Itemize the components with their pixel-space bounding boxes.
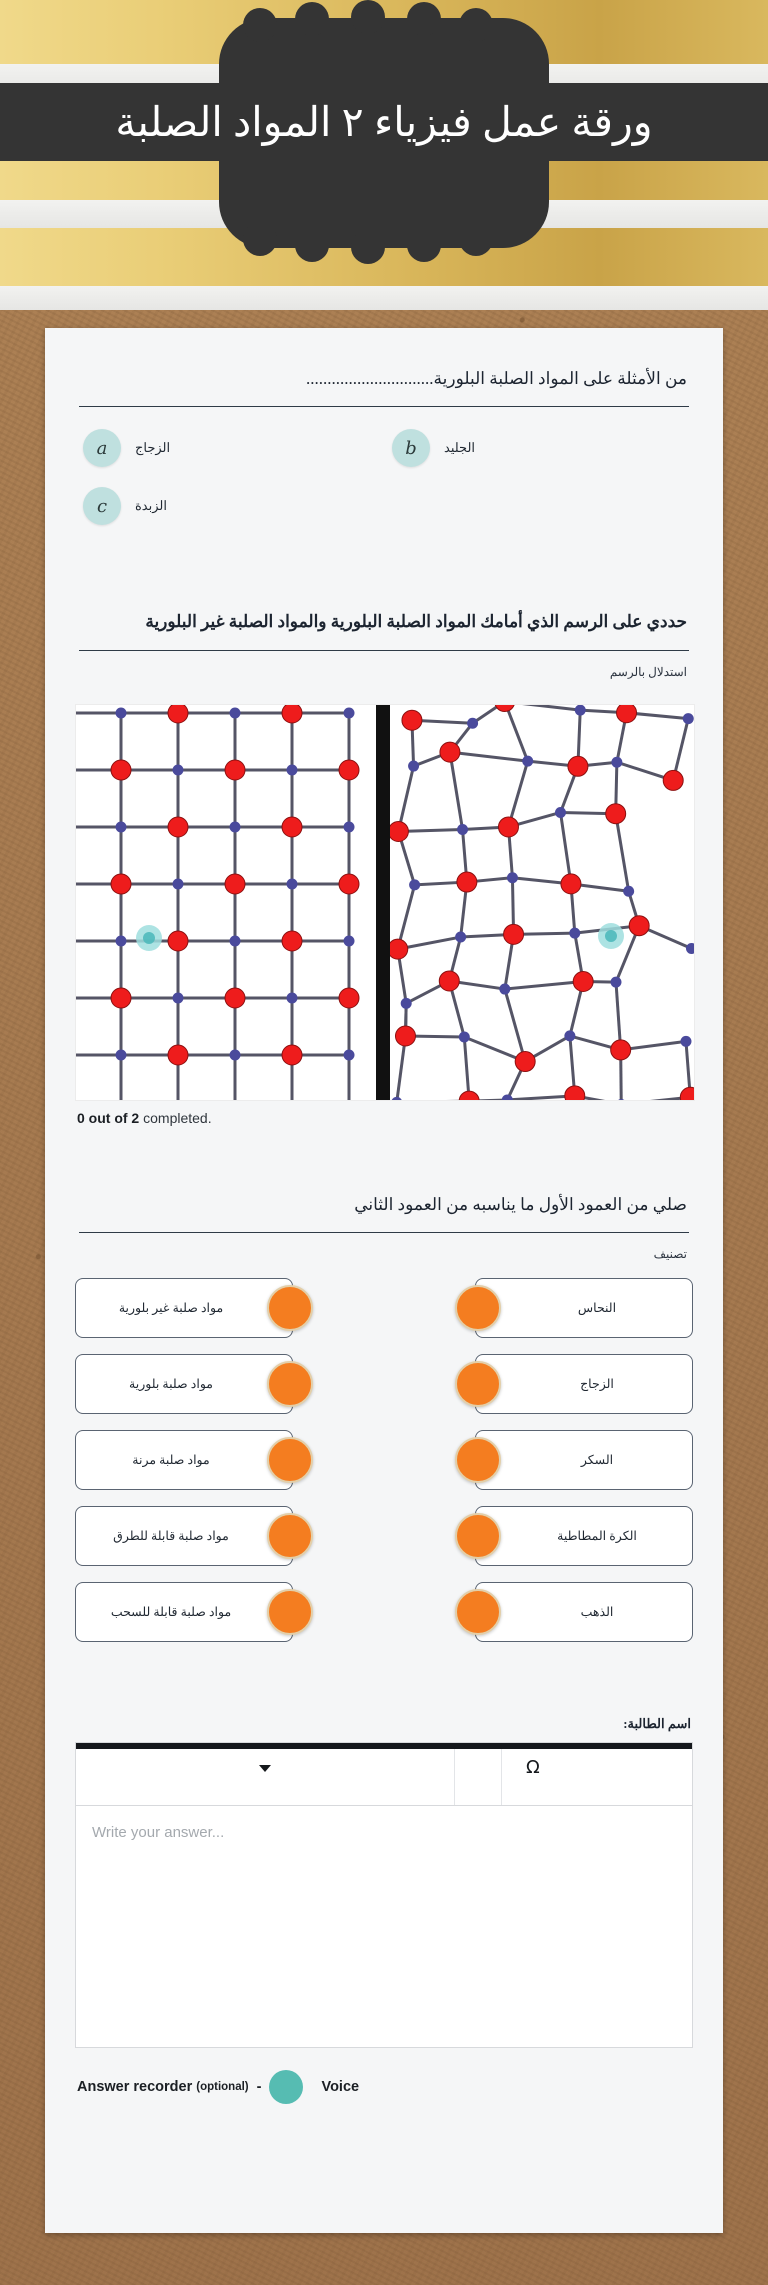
match-right-card-2[interactable]	[475, 1354, 693, 1414]
match-left-label-5: مواد صلبة قابلة للسحب	[110, 1605, 232, 1620]
completion-count: 0 out of 2	[77, 1109, 140, 1126]
match-left-card-2[interactable]	[75, 1354, 293, 1414]
match-left-connector-4[interactable]	[267, 1513, 313, 1559]
match-right-label-1: النحاس	[577, 1301, 617, 1316]
match-right-card-1[interactable]	[475, 1278, 693, 1338]
match-row	[75, 1278, 693, 1338]
question-3-subtitle: تصنيف	[653, 1247, 687, 1262]
match-left-card-5[interactable]	[75, 1582, 293, 1642]
rich-text-editor[interactable]	[75, 1742, 693, 2048]
match-left-card-1[interactable]	[75, 1278, 293, 1338]
figure-marker-right	[598, 923, 624, 949]
plaque-scallop-dot	[295, 2, 329, 36]
white-band-3	[0, 286, 768, 310]
question-2-subtitle: استدلال بالرسم	[609, 664, 687, 679]
question-1-choices	[75, 407, 693, 557]
match-left-connector-1[interactable]	[267, 1285, 313, 1331]
question-1-prompt: من الأمثلة على المواد الصلبة البلورية..............................	[306, 369, 687, 388]
answer-section	[75, 1710, 693, 2116]
plaque-scallop-dot	[407, 228, 441, 262]
question-3-prompt: صلي من العمود الأول ما يناسبه من العمود الثاني	[354, 1194, 687, 1214]
match-left-card-4[interactable]	[75, 1506, 293, 1566]
choice-letter-c[interactable]: c	[83, 487, 121, 525]
choice-letter-a[interactable]: a	[83, 429, 121, 467]
figure-divider	[376, 705, 390, 1100]
lattice-figure-svg	[76, 705, 694, 1100]
page-header	[0, 0, 768, 310]
match-row	[75, 1582, 693, 1642]
match-left-label-4: مواد صلبة قابلة للطرق	[113, 1529, 229, 1544]
match-left-connector-2[interactable]	[267, 1361, 313, 1407]
match-right-connector-1[interactable]	[455, 1285, 501, 1331]
match-left-label-2: مواد صلبة بلورية	[129, 1377, 213, 1392]
title-banner	[0, 83, 768, 161]
matching-area	[75, 1268, 693, 1684]
plaque-scallop-dot	[459, 8, 493, 42]
lattice-figure[interactable]	[75, 704, 695, 1101]
plaque-scallop-dot	[243, 8, 277, 42]
plaque-scallop-dot	[459, 222, 493, 256]
match-left-label-1: مواد صلبة غير بلورية	[118, 1301, 224, 1316]
worksheet-sheet	[45, 328, 723, 2233]
special-character-icon[interactable]: Ω	[526, 1757, 540, 1779]
student-name-label: اسم الطالبة:	[623, 1716, 691, 1732]
plaque-scallop-dot	[351, 230, 385, 264]
match-left-label-3: مواد صلبة مرنة	[132, 1453, 210, 1468]
answer-recorder-row	[75, 2048, 693, 2116]
choice-letter-b[interactable]: b	[392, 429, 430, 467]
choice-option-b[interactable]	[384, 423, 693, 481]
style-dropdown[interactable]	[76, 1749, 455, 1805]
editor-toolbar	[76, 1743, 692, 1806]
question-block-1	[75, 354, 693, 557]
match-row	[75, 1430, 693, 1490]
match-row	[75, 1354, 693, 1414]
completion-status	[75, 1101, 693, 1126]
plaque-scallop-dot	[295, 228, 329, 262]
match-left-connector-5[interactable]	[267, 1589, 313, 1635]
match-right-label-2: الزجاج	[580, 1377, 614, 1392]
match-right-card-3[interactable]	[475, 1430, 693, 1490]
choice-label-a: الزجاج	[135, 440, 171, 456]
toolbar-gap	[455, 1749, 502, 1805]
match-right-label-5: الذهب	[580, 1605, 614, 1620]
match-row	[75, 1506, 693, 1566]
recorder-dash: -	[256, 2079, 262, 2096]
recorder-title: Answer recorder	[77, 2079, 193, 2096]
match-left-connector-3[interactable]	[267, 1437, 313, 1483]
recorder-optional: (optional)	[196, 2081, 249, 2094]
match-right-connector-5[interactable]	[455, 1589, 501, 1635]
choice-option-c[interactable]	[75, 481, 384, 539]
question-block-3	[75, 1180, 693, 1684]
plaque-scallop-dot	[351, 0, 385, 34]
page-title: ورقة عمل فيزياء ٢ المواد الصلبة	[115, 99, 653, 145]
match-right-card-4[interactable]	[475, 1506, 693, 1566]
plaque-scallop-dot	[407, 2, 441, 36]
plaque-scallop-dot	[243, 222, 277, 256]
match-right-connector-4[interactable]	[455, 1513, 501, 1559]
question-2-prompt: حددي على الرسم الذي أمامك المواد الصلبة البلورية والمواد الصلبة غير البلورية	[145, 612, 687, 632]
completion-suffix: completed.	[139, 1109, 212, 1126]
choice-option-a[interactable]	[75, 423, 384, 481]
match-right-connector-2[interactable]	[455, 1361, 501, 1407]
choice-label-b: الجليد	[444, 440, 476, 456]
chevron-down-icon[interactable]	[259, 1765, 271, 1772]
match-right-label-3: السكر	[580, 1453, 614, 1468]
microphone-icon[interactable]	[269, 2070, 303, 2104]
match-right-card-5[interactable]	[475, 1582, 693, 1642]
choice-label-c: الزبدة	[135, 498, 167, 514]
match-left-card-3[interactable]	[75, 1430, 293, 1490]
answer-input[interactable]: Write your answer...	[92, 1824, 225, 1842]
match-right-connector-3[interactable]	[455, 1437, 501, 1483]
figure-marker-left	[136, 925, 162, 951]
match-right-label-4: الكرة المطاطية	[557, 1529, 637, 1544]
question-block-2	[75, 597, 693, 1125]
recorder-voice-label[interactable]: Voice	[321, 2079, 360, 2096]
